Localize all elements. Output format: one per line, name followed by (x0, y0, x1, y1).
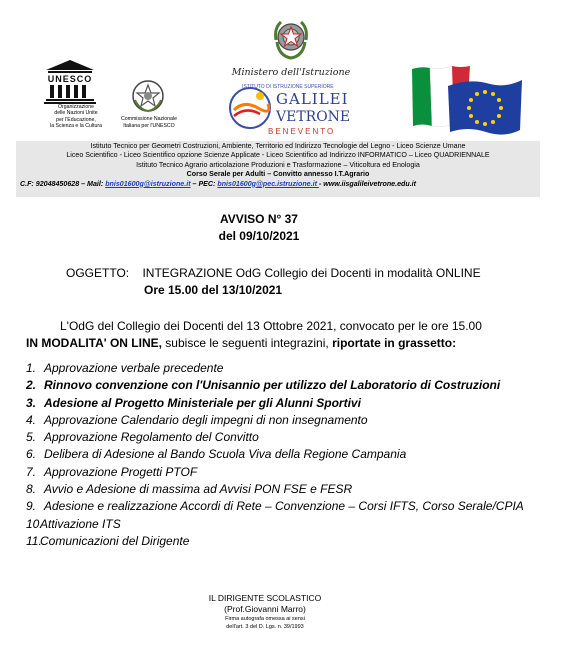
signature-block (180, 593, 350, 631)
agenda-item (26, 446, 536, 463)
agenda-item (26, 516, 536, 533)
agenda-item (26, 429, 536, 446)
flags-italy-eu-icon (410, 66, 525, 136)
unesco-logo (40, 58, 100, 104)
agenda-item (26, 377, 536, 394)
unesco-caption: Organizzazione delle Nazioni Unite per l'Educazione, la Scienza e la Cultura (50, 104, 102, 129)
agenda-item-number: 5. (26, 430, 37, 445)
intro-online-mode: IN MODALITA' ON LINE, (26, 336, 162, 350)
school-info-band (16, 141, 540, 197)
pec-link[interactable]: bnis01600g@pec.istruzione.it (217, 179, 319, 188)
agenda-item-number: 2. (26, 378, 37, 393)
school-logo (226, 80, 356, 136)
email-link[interactable]: bnis01600g@istruzione.it (105, 179, 191, 188)
notice-header (0, 211, 518, 245)
italian-emblem-icon (130, 78, 166, 114)
agenda-item-number: 1. (26, 361, 37, 375)
agenda-item (26, 360, 536, 377)
notice-date: del 09/10/2021 (218, 229, 300, 243)
school-name-galilei: GALILEI (276, 90, 349, 108)
agenda-item-number: 4. (26, 412, 37, 427)
intro-text-1: L'OdG del Collegio dei Docenti del 13 Ottobre 2021, convocato per le ore 15.00 (60, 319, 482, 333)
agenda-item-text: Approvazione Progetti PTOF (44, 464, 198, 479)
agenda-item-text: Adesione e realizzazione Accordi di Rete – Convenzione – Corsi IFTS, Corso Serale/CPIA (44, 499, 524, 514)
agenda-item-text: Avvio e Adesione di massima ad Avvisi PON FSE e FESR (44, 482, 353, 497)
agenda-item-text: Rinnovo convenzione con l'Unisannio per utilizzo del Laboratorio di Costruzioni (44, 378, 501, 393)
signature-name: (Prof.Giovanni Marro) (224, 604, 306, 614)
subject-label: OGGETTO: (66, 266, 130, 280)
agenda-item (26, 533, 536, 550)
agenda-item (26, 464, 536, 481)
agenda-item-text: Comunicazioni del Dirigente (40, 533, 190, 548)
info-line-1: Istituto Tecnico per Geometri Costruzioni, Ambiente, Territorio ed Indirizzo Tecnologie del Legno - Liceo Scienze Umane (90, 142, 466, 150)
commission-caption: Commissione Nazionale Italiana per l'UNESCO (121, 116, 177, 129)
school-tagline: ISTITUTO DI ISTRUZIONE SUPERIORE (242, 84, 334, 90)
intro-bold-note: riportate in grassetto: (332, 336, 457, 350)
agenda-item-number: 10. (26, 516, 43, 531)
agenda-item-text: Approvazione Calendario degli impegni di non insegnamento (44, 412, 368, 427)
agenda-item-number: 9. (26, 499, 37, 514)
unesco-wordmark: UNESCO (47, 74, 93, 84)
agenda-item-number: 11. (26, 533, 42, 548)
pec-label: – PEC: (190, 179, 218, 188)
agenda-item (26, 481, 536, 498)
tax-code: C.F: 92048450628 – Mail: (20, 179, 106, 188)
subject-time: Ore 15.00 del 13/10/2021 (144, 283, 283, 297)
signature-role: IL DIRIGENTE SCOLASTICO (208, 593, 322, 603)
agenda-list (26, 360, 536, 550)
signature-note-2: dell'art. 3 del D. Lgs. n. 39/1993 (226, 624, 304, 630)
ministry-name: Ministero dell'Istruzione (231, 67, 351, 78)
agenda-item-text: Delibera di Adesione al Bando Scuola Viva della Regione Campania (44, 447, 407, 462)
agenda-item-text: Approvazione Regolamento del Convitto (44, 430, 259, 445)
agenda-item (26, 395, 536, 412)
agenda-item-text: Adesione al Progetto Ministeriale per gli Alunni Sportivi (44, 395, 361, 410)
school-name-vetrone: VETRONE (276, 109, 351, 125)
info-line-3: Istituto Tecnico Agrario articolazione Produzioni e Trasformazione – Viticoltura ed Enologia (136, 160, 420, 169)
agenda-item-text: Attivazione ITS (40, 516, 121, 531)
signature-note-1: Firma autografa omessa ai sensi (225, 616, 305, 622)
agenda-item-number: 7. (26, 464, 37, 479)
school-city: BENEVENTO (268, 127, 336, 136)
info-line-2: Liceo Scientifico - Liceo Scientifico opzione Scienze Applicate - Liceo Scientifico ad Indirizzo INFORMATICO – Liceo QUADRIENNALE (66, 151, 490, 160)
website[interactable]: - www.iisgalileivetrone.edu.it (318, 179, 417, 188)
contacts-line (16, 180, 540, 189)
agenda-item-text: Approvazione verbale precedente (44, 361, 224, 375)
republic-emblem-icon (271, 16, 311, 60)
unesco-temple-icon (44, 58, 96, 104)
agenda-item-number: 8. (26, 482, 37, 497)
agenda-item-number: 6. (26, 447, 37, 462)
subject-text: INTEGRAZIONE OdG Collegio dei Docenti in modalità ONLINE (142, 266, 481, 280)
agenda-item-number: 3. (26, 395, 37, 410)
info-line-4: Corso Serale per Adulti – Convitto annesso I.T.Agrario (186, 170, 370, 179)
notice-number: AVVISO N° 37 (220, 212, 298, 226)
agenda-item (26, 412, 536, 429)
subject-line (66, 265, 481, 282)
intro-paragraph (26, 318, 536, 352)
agenda-item (26, 498, 536, 515)
intro-text-2: subisce le seguenti integrazini, (161, 336, 333, 350)
